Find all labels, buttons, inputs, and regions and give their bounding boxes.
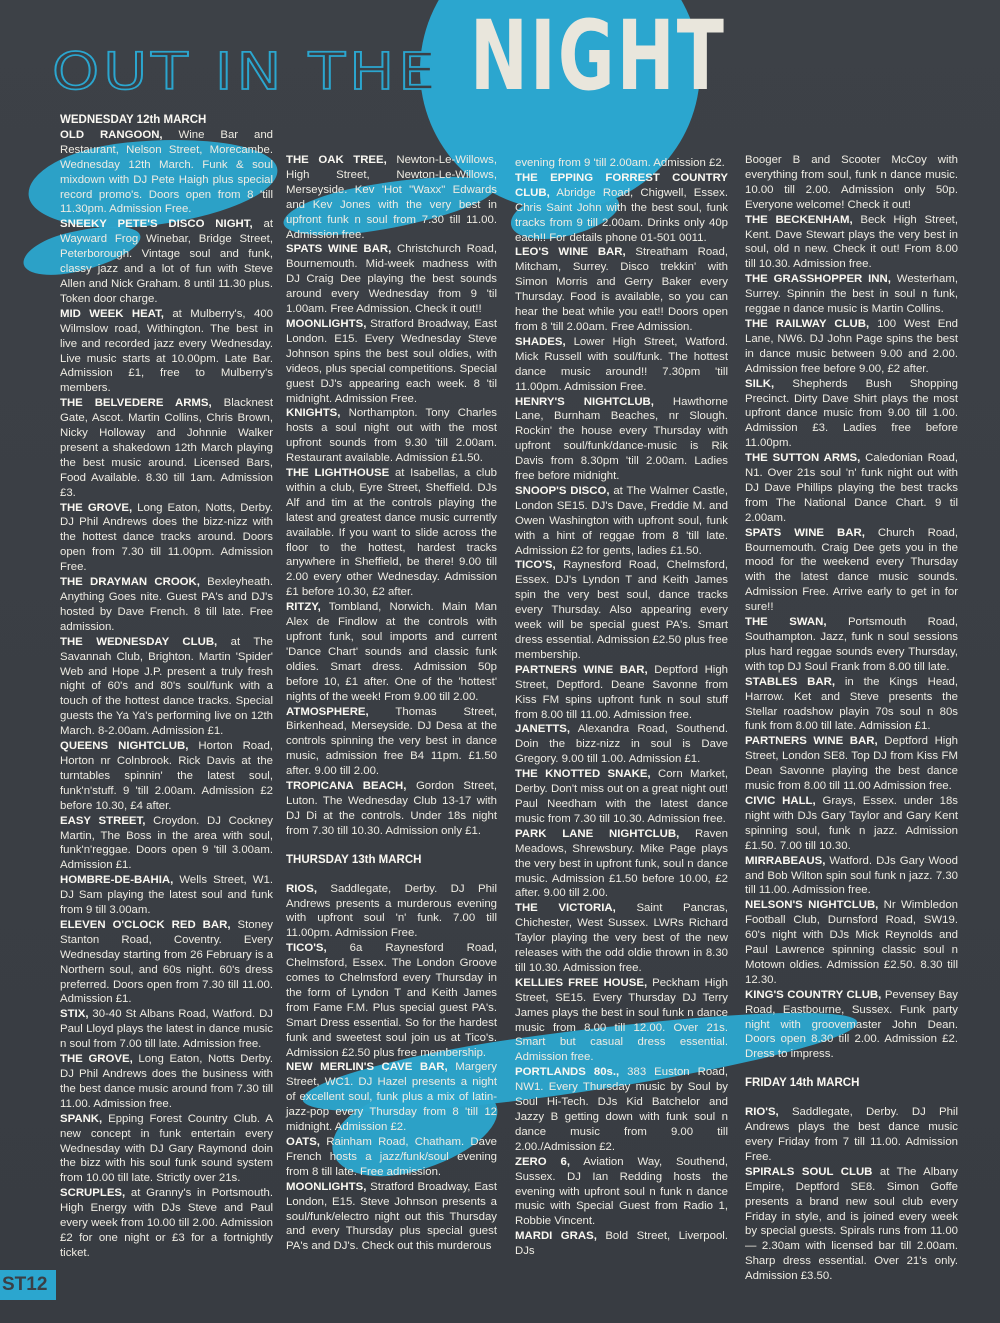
- listing-details: Alexandra Road, Southend. Doin the bizz-nizz in soul is Dave Gregory. 9.00 till 1.00. Admission £1.: [515, 723, 728, 766]
- listing-details: Abridge Road, Chigwell, Essex. Chris Saint John with the best soul, funk tracks from 9 till 2.00am. Drinks only 40p each!! For details phone 01-501 0011.: [515, 186, 728, 244]
- listing-entry: [515, 767, 728, 827]
- listing-details: Bexleyheath. Anything Goes nite. Guest PA's and DJ's hosted by Dave French. 8 till late. Free admission.: [60, 576, 274, 633]
- venue-name: HENRY'S NIGHTCLUB,: [515, 395, 654, 408]
- date-heading: WEDNESDAY 12th MARCH: [60, 114, 207, 126]
- listing-details: 383 Euston Road, NW1. Every Thursday music by Soul by Soul Hi-Tech. DJs Kid Batchelor and Jazzy B getting down with funk soul n dance music from 9.00 till 2.00./Admission £2.: [515, 1066, 729, 1153]
- listing-details: Long Eaton, Notts, Derby. DJ Phil Andrews does the bizz-nizz with the hottest dance tracks around. Doors open from 7.30 till 11.00pm. Admission Free.: [60, 501, 273, 574]
- venue-name: TICO'S,: [515, 559, 556, 572]
- listing-details: Horton Road, Horton nr Colnbrook. Rick Davis at the turntables spinnin' the latest soul, funk'n'stuff. 9 'till 2.00am. Admission £2 before 10.30, £4 after.: [60, 740, 273, 812]
- listing-details: Rainham Road, Chatham. Dave French hosts a jazz/funk/soul evening from 8 till late. Free admission.: [286, 1136, 497, 1178]
- listing-details: evening from 9 'till 2.00am. Admission £2.: [515, 157, 725, 169]
- listing-entry: [286, 600, 497, 704]
- venue-name: THE SWAN,: [745, 616, 827, 629]
- venue-name: THE BECKENHAM,: [745, 213, 853, 226]
- listing-details: Booger B and Scooter McCoy with everything from soul, funk n dance music. 10.00 till 2.00. Admission only 50p. Everyone welcome! Check it out!: [745, 154, 958, 211]
- listing-entry: [515, 827, 728, 902]
- title-night: NIGHT: [470, 0, 727, 112]
- venue-name: NEW MERLIN'S CAVE BAR,: [286, 1061, 448, 1074]
- page-number: ST12: [0, 1270, 56, 1300]
- listing-entry: [515, 558, 728, 662]
- listing-entry: [60, 814, 273, 874]
- date-heading: THURSDAY 13th MARCH: [286, 853, 422, 866]
- venue-name: ATMOSPHERE,: [286, 705, 369, 718]
- listing-entry: [60, 1186, 273, 1261]
- venue-name: JANETTS,: [515, 723, 571, 736]
- listing-entry: [745, 734, 958, 794]
- date-heading: FRIDAY 14th MARCH: [745, 1077, 860, 1090]
- venue-name: THE RAILWAY CLUB,: [745, 317, 870, 330]
- listing-entry: [515, 1065, 728, 1154]
- listing-details: in the Kings Head, Harrow. Ket and Steve presents the Stellar roadshow playin 70s soul n 80s funk from 8.00 till late. Admission £1.: [745, 675, 959, 733]
- venue-name: PARTNERS WINE BAR,: [745, 735, 878, 748]
- listing-details: Wine Bar and Restaurant, Nelson Street, Morecambe. Wednesday 12th March. Funk & soul mixdown with DJ Pete Haigh plus special record promo's. Doors open from 8 'till 11.30pm. Admission Free.: [60, 128, 274, 216]
- listing-entry: [745, 1105, 958, 1165]
- listing-entry: [745, 213, 958, 273]
- listing-details: Streatham Road, Mitcham, Surrey. Disco trekkin' with Simon Morris and Gerry Baker every Thursday. Food is available, so you can hear the beat while you eat!! Doors open from 8 'till 2.00am. Free Admission.: [515, 246, 728, 333]
- listing-details: Peckham High Street, SE15. Every Thursday DJ Terry James plays the best in soul funk n dance music from 8.00 till 12.00. Over 21s. Smart but casual dress essential. Admission free.: [515, 976, 728, 1064]
- listing-entry: [515, 901, 728, 976]
- listing-entry: [745, 153, 958, 213]
- spacer: [286, 839, 497, 853]
- listing-details: at Mulberry's, 400 Wilmslow road, Withington. The best in live and recorded jazz every Wednesday. Live music starts at 10.00pm. Late Bar. Admission £1, free to Mulberry's members.: [60, 307, 273, 395]
- listing-details: Epping Forest Country Club. A new concept in funk entertain every Wednesday with DJ Gary Raymond doin the bizz with his soul funk sound system from 10.00 till late. Strictly over 21s.: [60, 1112, 273, 1185]
- venue-name: ELEVEN O'CLOCK RED BAR,: [60, 918, 231, 931]
- listing-details: 100 West End Lane, NW6. DJ John Page spins the best in dance music between 9.00 and 2.00. Admission free before 9.00, £2 after.: [745, 317, 958, 375]
- listing-details: Gordon Street, Luton. The Wednesday Club 13-17 with DJ Di at the controls. Under 18s night from 7.30 till 10.30. Admission only £1.: [286, 780, 497, 837]
- listing-details: at Isabellas, a club within a club, Eyre Street, Sheffield. DJs Alf and tim at the controls playing the latest and greatest dance music currently available. If you want to slide across the floor to the hottest, hardest tracks anywhere in Sheffield, be there! 9.00 till 2.00 every other Wednesday. Admission £1 before 10.30, £2 after.: [286, 467, 498, 599]
- spacer: [286, 868, 497, 882]
- listing-details: at Wayward Frog Winebar, Bridge Street, Peterborough. Vintage soul and funk, classy jazz and a lot of fun with Steve Allen and Nick Graham. 8 until 11.30 plus. Token door charge.: [60, 218, 273, 305]
- listing-entry: [745, 451, 958, 526]
- title-out-in-the: OUT IN THE: [52, 42, 441, 102]
- listing-details: Lower High Street, Watford. Mick Russell with soul/funk. The hottest dance music around!! 7.30pm 'till 11.00pm. Admission Free.: [515, 335, 728, 393]
- listing-entry: [60, 128, 273, 217]
- listing-details: Deptford High Street, London SE8. Top DJ from Kiss FM Dean Savonne playing the best dance music from 8.00 till 11.00 Admission free.: [745, 735, 958, 793]
- listing-entry: [515, 1155, 728, 1230]
- listing-entry: [515, 484, 728, 559]
- venue-name: SNOOP'S DISCO,: [515, 484, 610, 497]
- listing-details: Watford. DJs Gary Wood and Bob Wilton spin soul funk n jazz. 7.30 till 11.00. Admission free.: [745, 854, 958, 897]
- listing-entry: [286, 941, 497, 1060]
- venue-name: SPANK,: [60, 1112, 103, 1125]
- listing-details: Margery Street, WC1. DJ Hazel presents a night of excellent soul, funk plus a mix of latin-jazz-pop every Thursday from 8 'till 12 midnight. Admission £2.: [286, 1061, 497, 1134]
- listing-details: Thomas Street, Birkenhead, Merseyside. DJ Desa at the controls spinning the very best in dance music, admission free B4 11pm. £1.50 after. 9.00 till 2.00.: [286, 705, 497, 778]
- listing-details: Stratford Broadway, East London. E15. Every Wednesday Steve Johnson spins the best soul oldies, with videos, plus special competitions. Special guest DJ's appearing each week. 8 'til midnight. Admission Free.: [286, 317, 497, 405]
- listing-entry: [745, 615, 958, 675]
- listing-details: Tombland, Norwich. Main Man Alex de Findlow at the controls with upfront funk, soul imports and current 'Dance Chart' sounds and classic funk oldies. Smart dress. Admission 50p before 10, £1 after. One of the 'hottest' nights of the week! From 9.00 till 2.00.: [286, 601, 497, 703]
- venue-name: RITZY,: [286, 601, 321, 614]
- listing-entry: [745, 1165, 958, 1284]
- listing-entry: [286, 242, 497, 317]
- venue-name: THE DRAYMAN CROOK,: [60, 576, 200, 589]
- listing-details: 6a Raynesford Road, Chelmsford, Essex. The London Groove comes to Chelmsford every Thursday in the form of Lyndon T and Keith James from Fame F.M. Plus special guest PA's. Smart Dress essential. So for the hardest funk and sweetest soul join us at Tico's. Admission £2.50 plus free membership.: [286, 942, 497, 1059]
- listing-entry: [60, 635, 273, 739]
- listing-details: Blacknest Gate, Ascot. Martin Collins, Chris Brown, Nicky Holloway and Johnnie Walker present a shakedown 12th March playing the best music around. Licensed Bars, Food Available. 8.30 till 1am. Admission £3.: [60, 397, 273, 499]
- venue-name: RIOS,: [286, 882, 318, 895]
- venue-name: THE GRASSHOPPER INN,: [745, 273, 891, 286]
- listing-details: Nr Wimbledon Football Club, Durnsford Road, SW19. 60's night with DJs Mick Reynolds and Paul Lawrence spinning classic soul n Motown oldies. Admission £2.50. 8.30 till 12.30.: [745, 899, 959, 986]
- listing-details: Saddlegate, Derby. DJ Phil Andrews plays the best dance music every Friday from 7 till 11.00. Admission Free.: [745, 1106, 958, 1163]
- listing-entry: [515, 335, 728, 395]
- listing-details: Christchurch Road, Bournemouth. Mid-week madness with DJ Craig Dee playing the best sounds around every Wednesday from 9 'til 1.00am. Free Admission. Check it out!!: [286, 243, 497, 316]
- venue-name: THE EPPING FORREST COUNTRY CLUB,: [515, 171, 728, 199]
- listing-entry: [286, 1135, 497, 1180]
- listing-entry: [515, 722, 728, 767]
- venue-name: SHADES,: [515, 335, 566, 348]
- listing-details: Deptford High Street, Deptford. Deane Savonne from Kiss FM spins upfront funk n soul stuff from 8.00 till 11.00. Admission free.: [515, 663, 728, 721]
- venue-name: THE BELVEDERE ARMS,: [60, 397, 212, 410]
- venue-name: THE GROVE,: [60, 1053, 133, 1066]
- venue-name: TROPICANA BEACH,: [286, 780, 407, 793]
- listing-entry: [286, 1180, 497, 1255]
- listing-entry: [60, 739, 273, 814]
- venue-name: STIX,: [60, 1008, 89, 1021]
- listing-entry: [286, 406, 497, 466]
- listing-entry: [515, 171, 728, 246]
- venue-name: MOONLIGHTS,: [286, 317, 367, 330]
- listing-entry: [515, 1229, 728, 1259]
- listing-details: Shepherds Bush Shopping Precinct. Dirty Dave Shirt plays the most upfront dance music from 9.00 till 1.00. Admission £3. Ladies free before 11.00pm.: [745, 377, 958, 450]
- listing-entry: [745, 898, 958, 987]
- listing-entry: [60, 501, 273, 576]
- venue-name: THE OAK TREE,: [286, 154, 387, 166]
- listing-entry: [515, 663, 728, 723]
- listing-entry: [60, 1052, 273, 1112]
- listing-details: Croydon. DJ Cockney Martin, The Boss in the area with soul, funk'n'reggae. Doors open 9 'till 3.00am. Admission £1.: [60, 814, 274, 872]
- listing-entry: [60, 1112, 273, 1187]
- listing-details: Church Road, Bournemouth. Craig Dee gets you in the mood for the weekend every Thursday with the latest dance music sounds. Admission Free. Arrive early to get in for sure!!: [745, 526, 958, 614]
- listing-entry: [286, 466, 497, 600]
- listing-entry: [286, 705, 497, 780]
- listing-details: Westerham, Surrey. Spinnin the best in soul n funk, reggae n dance music is Martin Collins.: [745, 273, 958, 316]
- listing-entry: [515, 395, 728, 484]
- listing-details: Pevensey Bay Road, Eastbourne, Sussex. Funk party night with groovemaster John Dean. Doors open 8.30 till 2.00. Admission £2. Dress to impress.: [745, 988, 958, 1061]
- venue-name: RIO'S,: [745, 1106, 779, 1119]
- listing-entry: [745, 526, 958, 615]
- venue-name: EASY STREET,: [60, 814, 146, 827]
- venue-name: KING'S COUNTRY CLUB,: [745, 988, 882, 1001]
- listing-entry: [515, 245, 728, 334]
- column-1: [60, 113, 273, 1261]
- listing-entry: [60, 1007, 273, 1052]
- venue-name: SPATS WINE BAR,: [745, 526, 865, 539]
- spacer: [745, 1062, 958, 1076]
- listing-entry: [745, 988, 958, 1063]
- venue-name: SPIRALS SOUL CLUB: [745, 1165, 873, 1178]
- venue-name: MARDI GRAS,: [515, 1230, 597, 1243]
- venue-name: QUEENS NIGHTCLUB,: [60, 740, 189, 753]
- venue-name: OATS,: [286, 1136, 320, 1148]
- venue-name: SCRUPLES,: [60, 1187, 126, 1200]
- venue-name: THE LIGHTHOUSE: [286, 467, 390, 480]
- listing-entry: [745, 794, 958, 854]
- venue-name: KNIGHTS,: [286, 407, 341, 420]
- listing-entry: [745, 272, 958, 317]
- listing-details: Newton-Le-Willows, High Street, Newton-Le-Willows, Merseyside. Kev 'Hot "Waxx" Edwards and Kev Jones with the very best in upfront funk n soul from 7.30 till 11.00. Admission free.: [286, 154, 497, 241]
- venue-name: THE SUTTON ARMS,: [745, 452, 861, 465]
- listing-entry: [286, 882, 497, 942]
- venue-name: OLD RANGOON,: [60, 128, 163, 141]
- venue-name: NELSON'S NIGHTCLUB,: [745, 899, 879, 912]
- listing-entry: [286, 779, 497, 839]
- venue-name: PARK LANE NIGHTCLUB,: [515, 827, 680, 840]
- listing-details: Stoney Stanton Road, Coventry. Every Wednesday starting from 26 February is a Northern soul, and 60s night. 60's dress preferred. Doors open from 7.30 till 11.00. Admission £1.: [60, 918, 273, 1006]
- venue-name: STABLES BAR,: [745, 675, 836, 688]
- listing-details: 30-40 St Albans Road, Watford. DJ Paul Lloyd plays the latest in dance music n soul from 7.00 till late. Admission free.: [60, 1008, 273, 1051]
- listing-details: at Granny's in Portsmouth. High Energy with DJs Steve and Paul every week from 10.00 till 2.00. Admission £2 for one night or £3 for a fortnightly ticket.: [60, 1187, 273, 1259]
- venue-name: PORTLANDS 80s.,: [515, 1066, 620, 1079]
- listing-entry: [286, 1060, 497, 1135]
- listing-entry: [745, 317, 958, 377]
- listing-details: Saddlegate, Derby. DJ Phil Andrews presents a murderous evening with upfront soul 'n' funk. 7.00 till 11.00pm. Admission Free.: [286, 882, 497, 940]
- venue-name: CIVIC HALL,: [745, 794, 816, 807]
- listing-details: at The Walmer Castle, London SE15. DJ's Dave, Freddie M. and Owen Washington with upfront soul, funk with a hint of reggae from 8 'till late. Admission £2 for gents, ladies £1.50.: [515, 484, 728, 557]
- listing-entry: [60, 918, 273, 1007]
- column-4: [745, 153, 958, 1284]
- listing-details: at The Savannah Club, Brighton. Martin 'Spider' Web and Hope J.P. present a truly fresh night of 60's and 80's soul/funk with a touch of the hottest dance tracks. Special guests the Ya Ya's performing live on 12th March. 8-2.00am. Admission £1.: [60, 635, 273, 738]
- listing-details: Raynesford Road, Chelmsford, Essex. DJ's Lyndon T and Keith James spin the very best soul, dance tracks every Thursday. Also appearing every week will be special guest PA's. Smart dress essential. Admission £2.50 plus free membership.: [515, 559, 728, 661]
- listing-details: Long Eaton, Notts Derby. DJ Phil Andrews does the business with the best dance music around from 7.30 till 11.00. Admission free.: [60, 1053, 273, 1110]
- listing-entry: [286, 317, 497, 406]
- venue-name: MIRRABEAUS,: [745, 854, 826, 867]
- venue-name: THE VICTORIA,: [515, 902, 616, 915]
- venue-name: TICO'S,: [286, 942, 327, 955]
- spacer: [745, 1091, 958, 1105]
- column-2: [286, 153, 497, 1254]
- listing-entry: [60, 575, 273, 635]
- listing-details: Saint Pancras, Chichester, West Sussex. LWRs Richard Taylor playing the very best of the new releases with the odd oldie thrown in 8.30 till 10.30. Admission free.: [515, 902, 729, 974]
- venue-name: LEO'S WINE BAR,: [515, 246, 626, 259]
- listing-entry: [515, 156, 728, 171]
- listing-entry: [60, 396, 273, 500]
- listing-details: Stratford Broadway, East London, E15. Steve Johnson presents a soul/funk/electro night out this Thursday and every Thursday plus special guest PA's and DJ's. Check out this murderous: [286, 1180, 497, 1253]
- listing-details: Hawthorne Lane, Burnham Beaches, nr Slough. Rockin' the house every Thursday with upfront soul/funk/dance-music is Rik Davis from 8.30pm 'till 2.00am. Ladies free before midnight.: [515, 395, 728, 483]
- venue-name: MOONLIGHTS,: [286, 1180, 367, 1193]
- listing-entry: [286, 153, 497, 242]
- listing-details: Raven Meadows, Shrewsbury. Mike Page plays the very best in upfront funk, soul n dance music. Admission £1.50 before 10.00, £2 after. 9.00 till 2.00.: [515, 827, 728, 900]
- venue-name: SPATS WINE BAR,: [286, 243, 392, 256]
- listing-details: Wells Street, W1. DJ Sam playing the latest soul and funk from 9 till 3.00am.: [60, 874, 273, 917]
- listing-entry: [60, 307, 273, 396]
- listing-entry: [515, 976, 728, 1065]
- listing-entry: [745, 675, 958, 735]
- venue-name: THE GROVE,: [60, 501, 133, 514]
- listing-entry: [745, 377, 958, 452]
- venue-name: THE KNOTTED SNAKE,: [515, 768, 651, 781]
- listing-details: Beck High Street, Kent. Dave Stewart plays the very best in soul, old n new. Check it out! From 8.00 till 10.30. Admission free.: [745, 213, 958, 271]
- venue-name: SILK,: [745, 377, 775, 390]
- venue-name: KELLIES FREE HOUSE,: [515, 976, 648, 989]
- column-3: [515, 156, 728, 1259]
- venue-name: HOMBRE-DE-BAHIA,: [60, 874, 174, 887]
- venue-name: THE WEDNESDAY CLUB,: [60, 635, 218, 648]
- listing-details: Aviation Way, Southend, Sussex. DJ Ian Redding hosts the evening with upfront soul n funk n dance music with Special Guest from Radio 1, Robbie Vincent.: [515, 1155, 728, 1228]
- listing-details: Caledonian Road, N1. Over 21s soul 'n' funk night out with DJ Dave Phillips playing the best tracks from The National Dance Chart. 9 til 2.00am.: [745, 452, 958, 524]
- venue-name: SNEEKY PETE'S DISCO NIGHT,: [60, 218, 253, 231]
- listing-details: Portsmouth Road, Southampton. Jazz, funk n soul sessions plus hard reggae sounds every Thursday, with top DJ Soul Frank from 8.00 till late.: [745, 616, 958, 673]
- listing-details: Grays, Essex. under 18s night with DJs Gary Taylor and Gary Kent spinning soul, funk n jazz. Admission £1.50. 7.00 till 10.30.: [745, 794, 958, 852]
- listing-details: at The Albany Empire, Deptford SE8. Simon Goffe presents a brand new soul club every Friday in style, and is joined every week by special guests. Spirals runs from 11.00 — 2.30am with licensed bar till 2.00am. Sharp dress essential. Over 21's only. Admission £3.50.: [745, 1165, 958, 1283]
- listing-entry: [60, 217, 273, 306]
- venue-name: PARTNERS WINE BAR,: [515, 663, 648, 676]
- venue-name: ZERO 6,: [515, 1155, 571, 1168]
- listing-entry: [745, 854, 958, 899]
- listing-details: Northampton. Tony Charles hosts a soul night out with the most upfront sounds from 9.30 'till 2.00am. Restaurant available. Admission £1.50.: [286, 407, 497, 465]
- venue-name: MID WEEK HEAT,: [60, 307, 164, 320]
- listing-details: Bold Street, Liverpool. DJs: [515, 1230, 728, 1258]
- listing-details: Corn Market, Derby. Don't miss out on a great night out! Paul Needham with the latest dance music from 7.30 till 10.30. Admission free.: [515, 768, 729, 825]
- listing-entry: [60, 873, 273, 918]
